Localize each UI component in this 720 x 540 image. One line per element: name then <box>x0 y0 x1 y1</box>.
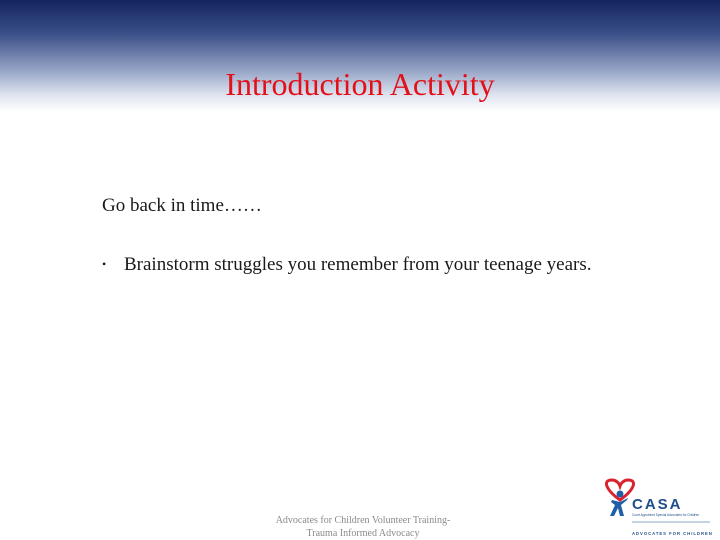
bullet-item <box>102 252 591 279</box>
footer-line-2: Trauma Informed Advocacy <box>306 528 420 539</box>
bullet-marker: • <box>102 257 107 271</box>
footer-line-1: Advocates for Children Volunteer Training- <box>275 515 451 526</box>
bullet-text: Brainstorm struggles you remember from your teenage years. <box>124 254 592 275</box>
logo-tagline: Court Appointed Special Advocates for Children <box>632 513 700 517</box>
slide-subheading: Go back in time…… <box>102 195 262 216</box>
logo-subtitle: ADVOCATES FOR CHILDREN <box>632 531 713 536</box>
slide-footer <box>240 514 486 540</box>
casa-logo <box>600 478 714 538</box>
logo-wordmark: CASA <box>632 496 683 513</box>
slide-title: Introduction Activity <box>225 66 495 102</box>
